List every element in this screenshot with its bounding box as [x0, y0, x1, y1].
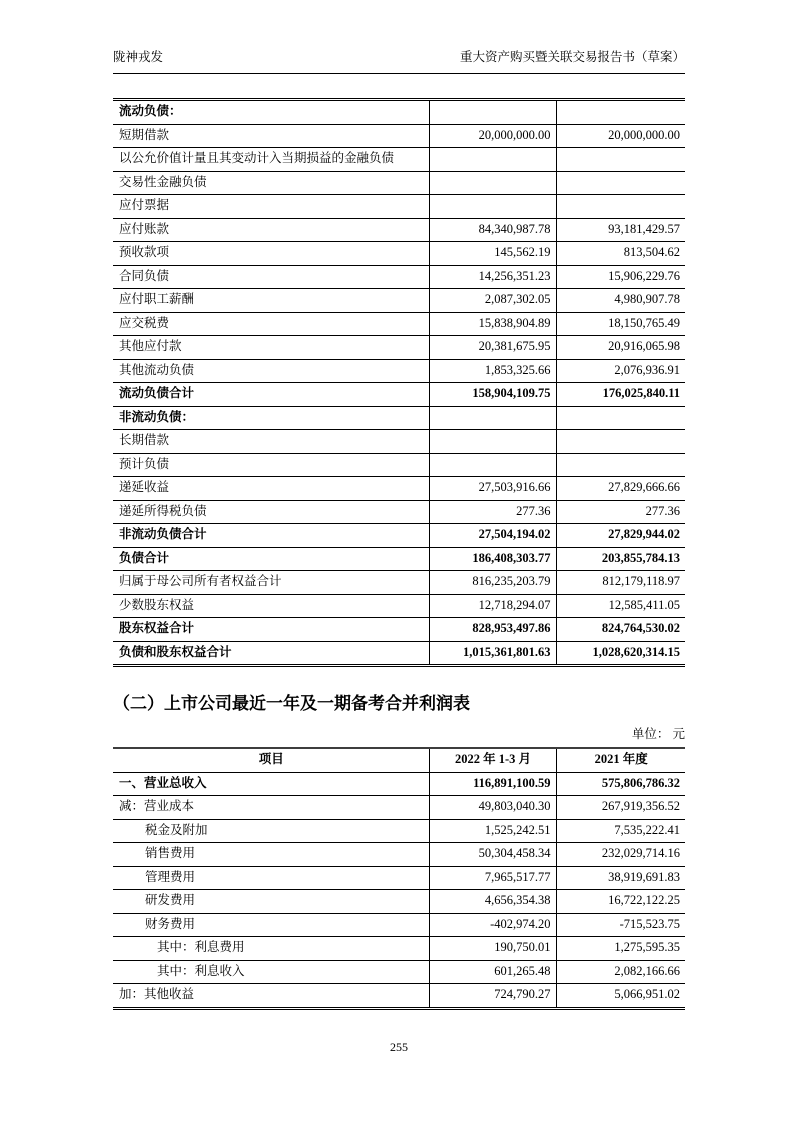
row-value-col2-cell — [556, 171, 685, 195]
row-value-2022-cell: 724,790.27 — [429, 984, 556, 1009]
row-label-cell: 合同负债 — [113, 265, 429, 289]
row-value-col2-cell: 27,829,666.66 — [608, 480, 680, 494]
table-row — [113, 289, 685, 313]
table-row — [113, 843, 685, 867]
row-value-2021-cell: 38,919,691.83 — [608, 869, 680, 884]
header-item-cell: 项目 — [113, 748, 429, 772]
row-label-cell: 减：营业成本 — [113, 796, 429, 820]
row-label-cell: 负债和股东权益合计 — [113, 641, 429, 666]
row-value-col1-cell: 14,256,351.23 — [429, 265, 556, 289]
unit-label: 单位： 元 — [631, 727, 685, 741]
income-statement-header — [113, 748, 685, 772]
row-value-col1-cell — [429, 406, 556, 430]
row-value-2022-cell: 190,750.01 — [429, 937, 556, 961]
row-value-col2-cell: 20,000,000.00 — [608, 127, 680, 142]
table-row — [113, 100, 685, 125]
row-label-cell: 流动负债： — [113, 100, 429, 125]
row-value-2021-cell: 267,919,356.52 — [601, 799, 680, 813]
row-label-cell: 长期借款 — [113, 430, 429, 454]
table-row — [113, 148, 685, 172]
header-period-2022-cell: 2022 年 1-3 月 — [429, 748, 556, 772]
row-label-cell: 交易性金融负债 — [113, 171, 429, 195]
table-row — [113, 242, 685, 266]
income-statement-table-body — [113, 772, 685, 1008]
section-title: （二）上市公司最近一年及一期备考合并利润表 — [113, 694, 470, 713]
row-label-cell: 加：其他收益 — [113, 984, 429, 1009]
row-value-col2-cell: 812,179,118.97 — [602, 574, 680, 588]
table-row — [113, 913, 685, 937]
row-value-col1-cell: 12,718,294.07 — [429, 594, 556, 618]
row-label-cell: 少数股东权益 — [113, 594, 429, 618]
table-row — [113, 772, 685, 796]
row-value-2021-cell: 16,722,122.25 — [608, 893, 680, 907]
table-row — [113, 547, 685, 571]
row-value-col1-cell — [429, 195, 556, 219]
row-label-cell: 股东权益合计 — [113, 618, 429, 642]
running-header — [113, 48, 685, 74]
table-row — [113, 866, 685, 890]
row-value-col1-cell — [429, 100, 556, 125]
row-value-col1-cell: 84,340,987.78 — [429, 218, 556, 242]
row-label-cell: 递延所得税负债 — [113, 500, 429, 524]
row-value-col2-cell: 813,504.62 — [623, 245, 680, 259]
row-value-col1-cell: 20,381,675.95 — [429, 336, 556, 360]
table-row — [113, 984, 685, 1009]
row-value-2022-cell: 50,304,458.34 — [429, 843, 556, 867]
row-value-col1-cell: 2,087,302.05 — [429, 289, 556, 313]
table-row — [113, 796, 685, 820]
row-value-2021-cell: 5,066,951.02 — [614, 987, 680, 1001]
income-statement-table — [113, 747, 685, 1010]
row-value-2021-cell: 1,275,595.35 — [614, 940, 680, 954]
row-value-2022-cell: 49,803,040.30 — [429, 796, 556, 820]
row-value-2022-cell: 4,656,354.38 — [429, 890, 556, 914]
row-value-col2-cell: 4,980,907.78 — [614, 292, 680, 306]
row-value-col2-cell: 2,076,936.91 — [614, 362, 680, 377]
row-value-2021-cell: 575,806,786.32 — [601, 775, 680, 790]
row-label-cell: 非流动负债： — [113, 406, 429, 430]
row-value-2022-cell: 116,891,100.59 — [429, 772, 556, 796]
row-value-col2-cell: 1,028,620,314.15 — [592, 644, 680, 659]
row-value-col2-cell — [556, 148, 685, 172]
table-row — [113, 594, 685, 618]
table-row — [113, 336, 685, 360]
table-row — [113, 500, 685, 524]
row-value-2021-cell: 2,082,166.66 — [614, 963, 680, 978]
row-value-col2-cell — [556, 430, 685, 454]
row-label-cell: 以公允价值计量且其变动计入当期损益的金融负债 — [113, 148, 429, 172]
row-value-col2-cell: 18,150,765.49 — [608, 315, 680, 330]
table-row — [113, 312, 685, 336]
row-label-cell: 管理费用 — [113, 866, 429, 890]
table-row — [113, 218, 685, 242]
row-value-2021-cell: 232,029,714.16 — [601, 846, 680, 860]
header-report-title: 重大资产购买暨关联交易报告书（草案） — [459, 50, 685, 64]
table-row — [113, 383, 685, 407]
row-label-cell: 一、营业总收入 — [113, 772, 429, 796]
row-value-col1-cell: 816,235,203.79 — [429, 571, 556, 595]
table-row — [113, 453, 685, 477]
header-row — [113, 748, 685, 772]
table-row — [113, 618, 685, 642]
row-label-cell: 预收款项 — [113, 242, 429, 266]
table-row — [113, 477, 685, 501]
row-value-col1-cell: 828,953,497.86 — [429, 618, 556, 642]
balance-sheet-table — [113, 98, 685, 667]
row-label-cell: 应付职工薪酬 — [113, 289, 429, 313]
table-row — [113, 265, 685, 289]
row-label-cell: 其中：利息费用 — [113, 937, 429, 961]
table-row — [113, 571, 685, 595]
table-row — [113, 430, 685, 454]
row-value-2021-cell: -715,523.75 — [619, 916, 680, 931]
table-row — [113, 171, 685, 195]
table-row — [113, 359, 685, 383]
row-label-cell: 应付票据 — [113, 195, 429, 219]
row-value-col1-cell: 1,853,325.66 — [429, 359, 556, 383]
row-label-cell: 应交税费 — [113, 312, 429, 336]
row-value-2022-cell: 1,525,242.51 — [429, 819, 556, 843]
row-label-cell: 负债合计 — [113, 547, 429, 571]
row-label-cell: 归属于母公司所有者权益合计 — [113, 571, 429, 595]
row-value-col2-cell: 824,764,530.02 — [601, 621, 680, 635]
row-value-col2-cell: 20,916,065.98 — [608, 339, 680, 353]
balance-sheet-table-body — [113, 100, 685, 666]
row-label-cell: 非流动负债合计 — [113, 524, 429, 548]
row-value-col1-cell — [429, 148, 556, 172]
row-value-2021-cell: 7,535,222.41 — [614, 822, 680, 837]
row-value-col2-cell: 15,906,229.76 — [608, 268, 680, 283]
row-value-col2-cell: 203,855,784.13 — [601, 550, 680, 565]
row-value-col2-cell — [556, 406, 685, 430]
row-label-cell: 税金及附加 — [113, 819, 429, 843]
row-value-col1-cell: 20,000,000.00 — [429, 124, 556, 148]
row-value-col1-cell: 15,838,904.89 — [429, 312, 556, 336]
row-value-col2-cell — [556, 195, 685, 219]
row-value-col2-cell: 277.36 — [645, 503, 680, 518]
row-label-cell: 应付账款 — [113, 218, 429, 242]
row-value-col1-cell: 27,503,916.66 — [429, 477, 556, 501]
row-value-col2-cell: 176,025,840.11 — [602, 386, 680, 400]
header-company-short: 陇神戎发 — [113, 50, 164, 64]
row-label-cell: 其中：利息收入 — [113, 960, 429, 984]
row-label-cell: 财务费用 — [113, 913, 429, 937]
row-value-col2-cell: 12,585,411.05 — [608, 597, 680, 612]
row-label-cell: 递延收益 — [113, 477, 429, 501]
table-row — [113, 524, 685, 548]
row-value-col1-cell — [429, 453, 556, 477]
row-value-col1-cell: 277.36 — [429, 500, 556, 524]
row-value-col1-cell: 1,015,361,801.63 — [429, 641, 556, 666]
row-value-col2-cell — [556, 453, 685, 477]
row-value-col1-cell: 186,408,303.77 — [429, 547, 556, 571]
row-label-cell: 其他流动负债 — [113, 359, 429, 383]
header-period-2021-cell: 2021 年度 — [594, 752, 648, 766]
row-value-2022-cell: -402,974.20 — [429, 913, 556, 937]
row-value-col2-cell: 27,829,944.02 — [608, 527, 680, 541]
table-row — [113, 641, 685, 666]
row-label-cell: 预计负债 — [113, 453, 429, 477]
row-label-cell: 其他应付款 — [113, 336, 429, 360]
row-value-col1-cell: 158,904,109.75 — [429, 383, 556, 407]
row-value-2022-cell: 7,965,517.77 — [429, 866, 556, 890]
table-row — [113, 937, 685, 961]
row-value-col2-cell: 93,181,429.57 — [608, 221, 680, 236]
table-row — [113, 406, 685, 430]
row-value-col1-cell — [429, 171, 556, 195]
row-label-cell: 销售费用 — [113, 843, 429, 867]
row-label-cell: 研发费用 — [113, 890, 429, 914]
row-label-cell: 短期借款 — [113, 124, 429, 148]
table-row — [113, 960, 685, 984]
table-row — [113, 124, 685, 148]
page-number: 255 — [390, 1039, 408, 1054]
table-row — [113, 819, 685, 843]
table-row — [113, 195, 685, 219]
row-value-col1-cell — [429, 430, 556, 454]
row-value-col2-cell — [556, 100, 685, 125]
table-row — [113, 890, 685, 914]
row-value-2022-cell: 601,265.48 — [429, 960, 556, 984]
row-value-col1-cell: 145,562.19 — [429, 242, 556, 266]
row-label-cell: 流动负债合计 — [113, 383, 429, 407]
row-value-col1-cell: 27,504,194.02 — [429, 524, 556, 548]
